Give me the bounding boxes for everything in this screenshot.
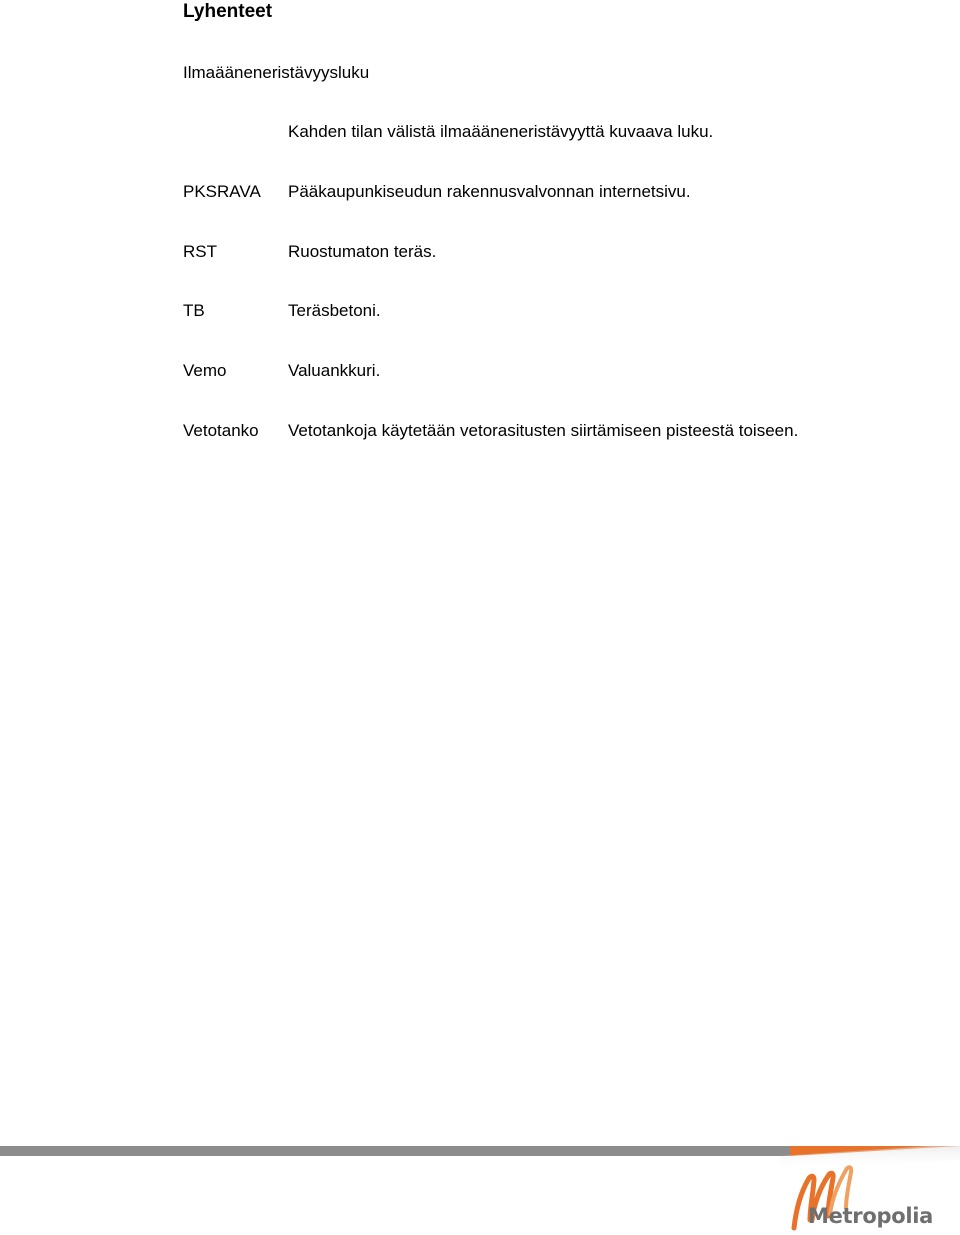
abbreviation-term: TB (183, 301, 205, 320)
abbreviation-definition: Valuankkuri. (288, 361, 381, 380)
abbreviation-definition: Pääkaupunkiseudun rakennusvalvonnan internetsivu. (288, 182, 691, 201)
abbreviation-term: Vetotanko (183, 421, 259, 440)
abbreviation-definition: Teräsbetoni. (288, 301, 381, 320)
abbreviation-definition: Kahden tilan välistä ilmaääneneristävyyttä kuvaava luku. (288, 122, 714, 141)
abbreviation-term: Ilmaääneneristävyysluku (183, 63, 370, 82)
abbreviation-definition: Ruostumaton teräs. (288, 242, 437, 261)
page-title: Lyhenteet (183, 1, 273, 22)
metropolia-logo-text: Metropolia (808, 1204, 933, 1228)
abbreviation-term: Vemo (183, 361, 227, 380)
abbreviation-definition: Vetotankoja käytetään vetorasitusten siirtämiseen pisteestä toiseen. (288, 421, 799, 440)
abbreviation-term: PKSRAVA (183, 182, 261, 201)
abbreviation-term: RST (183, 242, 217, 261)
